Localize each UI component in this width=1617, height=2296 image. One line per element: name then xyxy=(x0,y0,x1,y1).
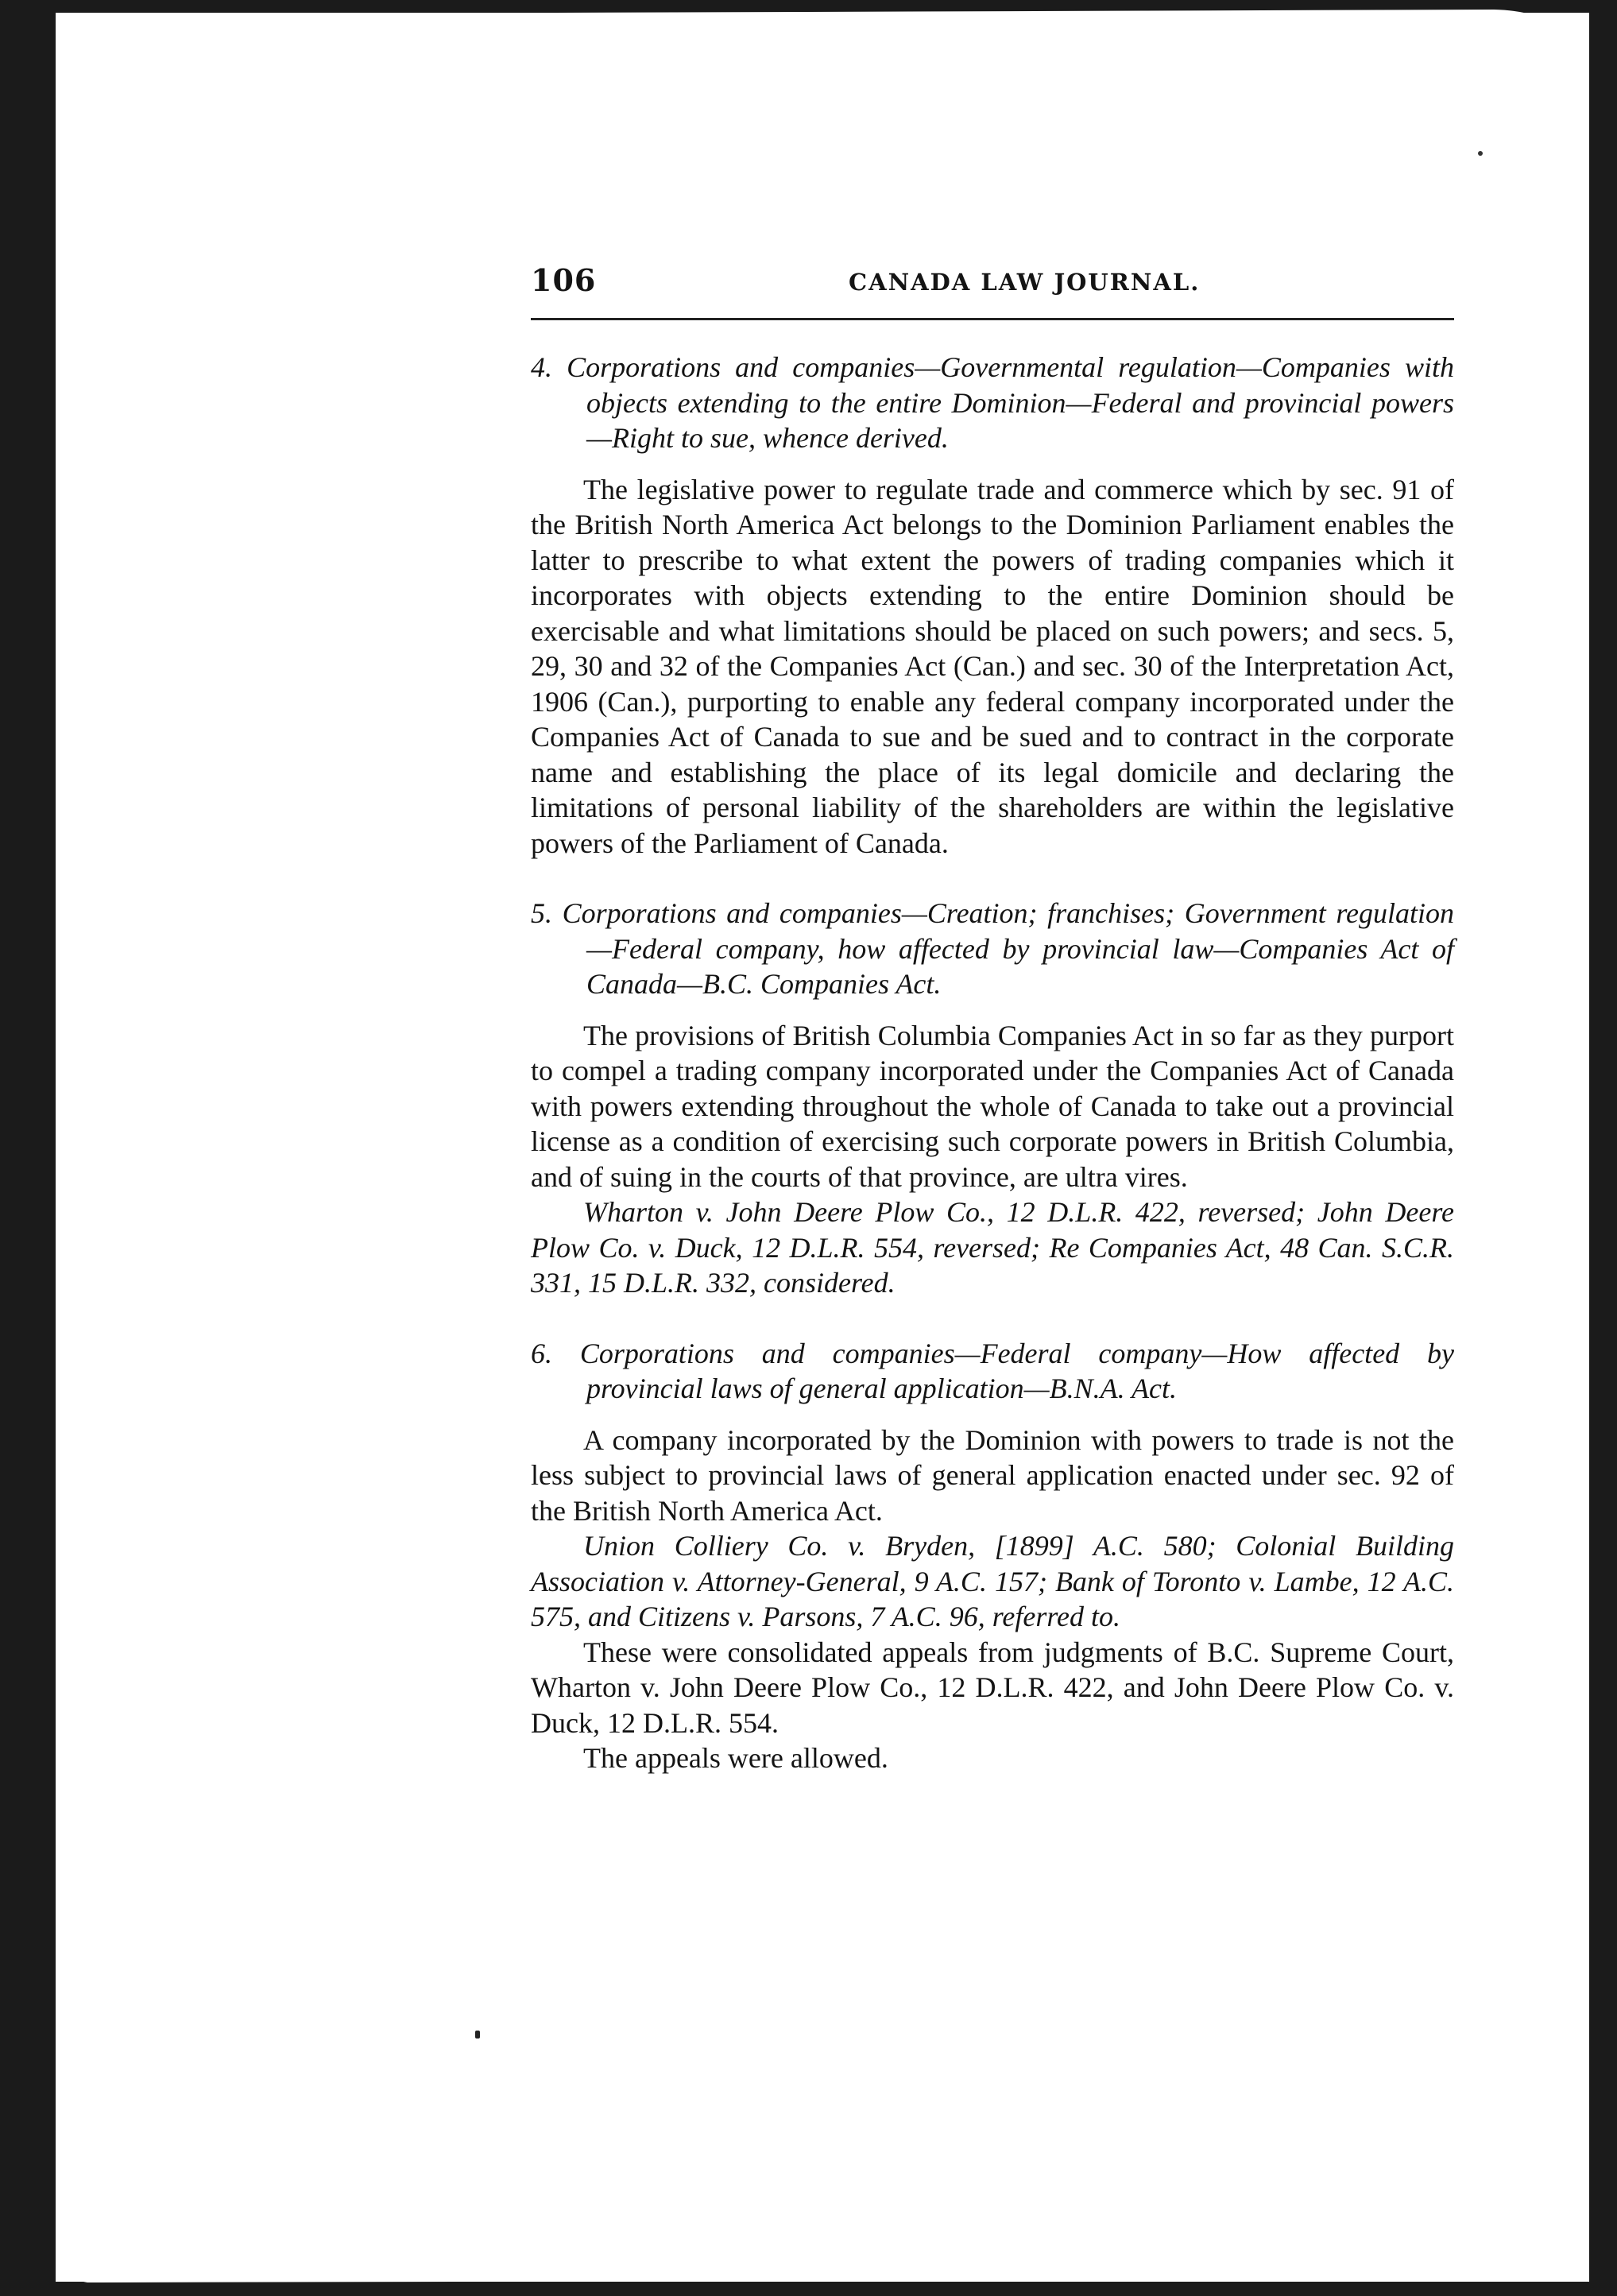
paragraph: A company incorporated by the Dominion with powers to trade is not the less subject to provincial laws of general application enacted under sec. 92 of the British North America Act. xyxy=(531,1423,1454,1527)
headnote: 6. Corporations and companies—Federal company—How affected by provincial laws of general application—B.N.A. Act. xyxy=(531,1337,1454,1404)
headnote: 4. Corporations and companies—Governmental regulation—Companies with objects extending to the entire Dominion—Federal and provincial powers—Right to sue, whence derived. xyxy=(531,351,1454,454)
headnote: 5. Corporations and companies—Creation; franchises; Government regulation—Federal company, how affected by provincial law—Companies Act of Canada—B.C. Companies Act. xyxy=(531,897,1454,1000)
document-body xyxy=(531,350,1454,1776)
paragraph: These were consolidated appeals from judgments of B.C. Supreme Court, Wharton v. John Deere Plow Co., 12 D.L.R. 422, and John Deere Plow Co. v. Duck, 12 D.L.R. 554. xyxy=(531,1636,1454,1739)
paragraph: The provisions of British Columbia Companies Act in so far as they purport to compel a trading company incorporated under the Companies Act of Canada with powers extending throughout the whole of Canada to take out a provincial license as a condition of exercising such corporate powers in British Columbia, and of suing in the courts of that province, are ultra vires. xyxy=(531,1019,1454,1193)
paragraph: The appeals were allowed. xyxy=(583,1742,888,1774)
header-rule xyxy=(531,318,1454,320)
journal-title: CANADA LAW JOURNAL. xyxy=(849,269,1201,296)
ink-speck xyxy=(475,2031,480,2039)
running-header xyxy=(531,262,1454,310)
paragraph: The legislative power to regulate trade and commerce which by sec. 91 of the British North America Act belongs to the Dominion Parliament enables the latter to prescribe to what extent the powers of trading companies which it incorporates with objects extending to the entire Dominion should be exercisable and what limitations should be placed on such powers; and secs. 5, 29, 30 and 32 of the Companies Act (Can.) and sec. 30 of the Interpretation Act, 1906 (Can.), purporting to enable any federal company incorporated under the Companies Act of Canada to sue and be sued and to contract in the corporate name and establishing the place of its legal domicile and declaring the limitations of personal liability of the shareholders are within the legislative powers of the Parliament of Canada. xyxy=(531,473,1454,859)
case-citations: Wharton v. John Deere Plow Co., 12 D.L.R. 422, reversed; John Deere Plow Co. v. Duck, 12 D.L.R. 554, reversed; Re Companies Act, 48 Can. S.C.R. 331, 15 D.L.R. 332, considered. xyxy=(531,1196,1454,1299)
section-6 xyxy=(531,1336,1454,1776)
section-5 xyxy=(531,896,1454,1301)
case-citations: Union Colliery Co. v. Bryden, [1899] A.C. 580; Colonial Building Association v. Attorney-General, 9 A.C. 157; Bank of Toronto v. Lambe, 12 A.C. 575, and Citizens v. Parsons, 7 A.C. 96, referred to. xyxy=(531,1530,1454,1632)
section-4 xyxy=(531,350,1454,861)
page-number: 106 xyxy=(531,262,597,298)
ink-speck xyxy=(1478,151,1483,156)
